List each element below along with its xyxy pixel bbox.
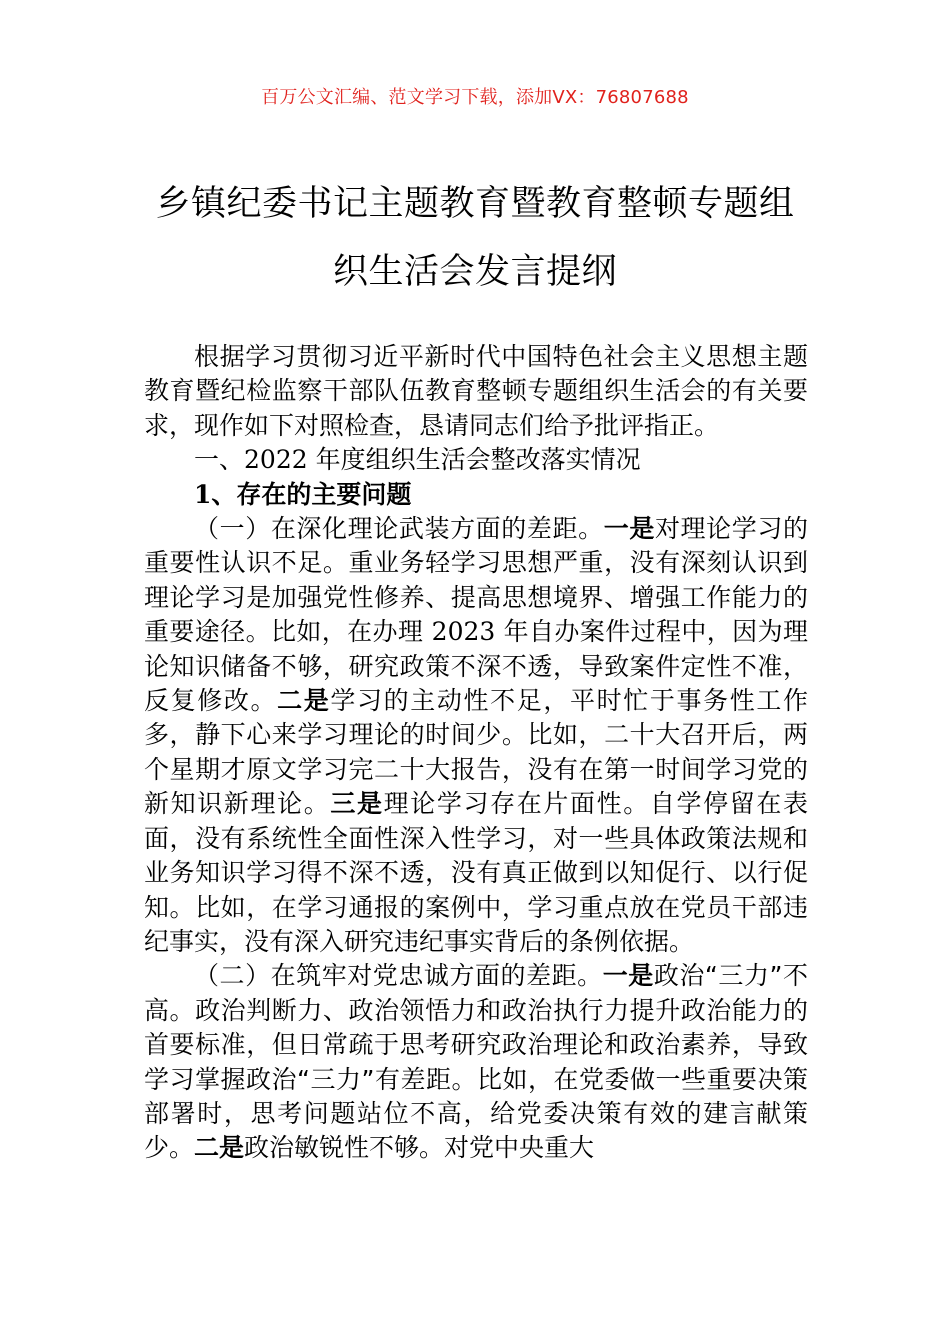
intro-paragraph: 根据学习贯彻习近平新时代中国特色社会主义思想主题教育暨纪检监察干部队伍教育整顿专题组织生活会的有关要求，现作如下对照检查，恳请同志们给予批评指正。 (144, 342, 808, 440)
keyword-second: 二是 (277, 686, 331, 716)
section-heading-suffix: 年度组织生活会整改落实情况 (307, 445, 641, 475)
watermark-banner: 百万公文汇编、范文学习下载，添加VX：76807688 (261, 87, 689, 108)
paragraph-loyalty-text-1: 政治“三力”不高。政治判断力、政治领悟力和政治执行力提升政治能力的首要标准，但日常疏于思考研究政治理论和政治素养，导致学习掌握政治“三力”有差距。比如，在党委做一些重要决策部署时，思考问题站位不高，给党委决策有效的建言献策少。 (144, 961, 808, 1163)
keyword-first: 一是 (603, 514, 655, 544)
paragraph-theory-text-3: 理论学习存在片面性。自学停留在表面，没有系统性全面性深入性学习，对一些具体政策法规和业务知识学习得不深不透，没有真正做到以知促行、以行促知。比如，在学习通报的案例中，学习重点放在党员干部违纪事实，没有深入研究违纪事实背后的条例依据。 (144, 789, 808, 956)
subsection-heading-number: 1、 (194, 479, 237, 509)
title-line-1: 乡镇纪委书记主题教育暨教育整顿专题组 (155, 184, 795, 224)
section-heading-1 (144, 443, 808, 477)
keyword-first-loyalty: 一是 (602, 961, 654, 991)
paragraph-theory-text-1a: 对理论学习的重要性认识不足。重业务轻学习思想严重，没有深刻认识到理论学习是加强党性修养、提高思想境界、增强工作能力的重要途径。比如，在办理 (144, 514, 808, 647)
title-line-2: 织生活会发言提纲 (332, 252, 617, 292)
document-body (144, 340, 808, 1166)
paragraph-loyalty (144, 959, 808, 1165)
document-title (140, 170, 810, 306)
keyword-third: 三是 (330, 789, 384, 819)
paragraph-loyalty-lead: （二）在筑牢对党忠诚方面的差距。 (194, 961, 603, 991)
paragraph-theory (144, 512, 808, 959)
paragraph-theory-text-1b: 年自办案件过程中，因为理论知识储备不够，研究政策不深不透，导致案件定性不准，反复修改。 (144, 617, 808, 716)
paragraph-theory-lead: （一）在深化理论武装方面的差距。 (194, 514, 604, 544)
paragraph-theory-year: 2023 (423, 617, 504, 647)
keyword-second-loyalty: 二是 (194, 1133, 245, 1163)
subsection-heading-1 (144, 478, 808, 512)
section-heading-year: 2022 (244, 445, 308, 475)
paragraph-loyalty-text-2: 政治敏锐性不够。对党中央重大 (244, 1133, 595, 1163)
subsection-heading-text: 存在的主要问题 (236, 479, 412, 509)
paragraph-theory-text-2: 学习的主动性不足，平时忙于事务性工作多，静下心来学习理论的时间少。比如，二十大召开后，两个星期才原文学习完二十大报告，没有在第一时间学习党的新知识新理论。 (144, 686, 808, 819)
section-heading-prefix: 一、 (194, 445, 245, 475)
